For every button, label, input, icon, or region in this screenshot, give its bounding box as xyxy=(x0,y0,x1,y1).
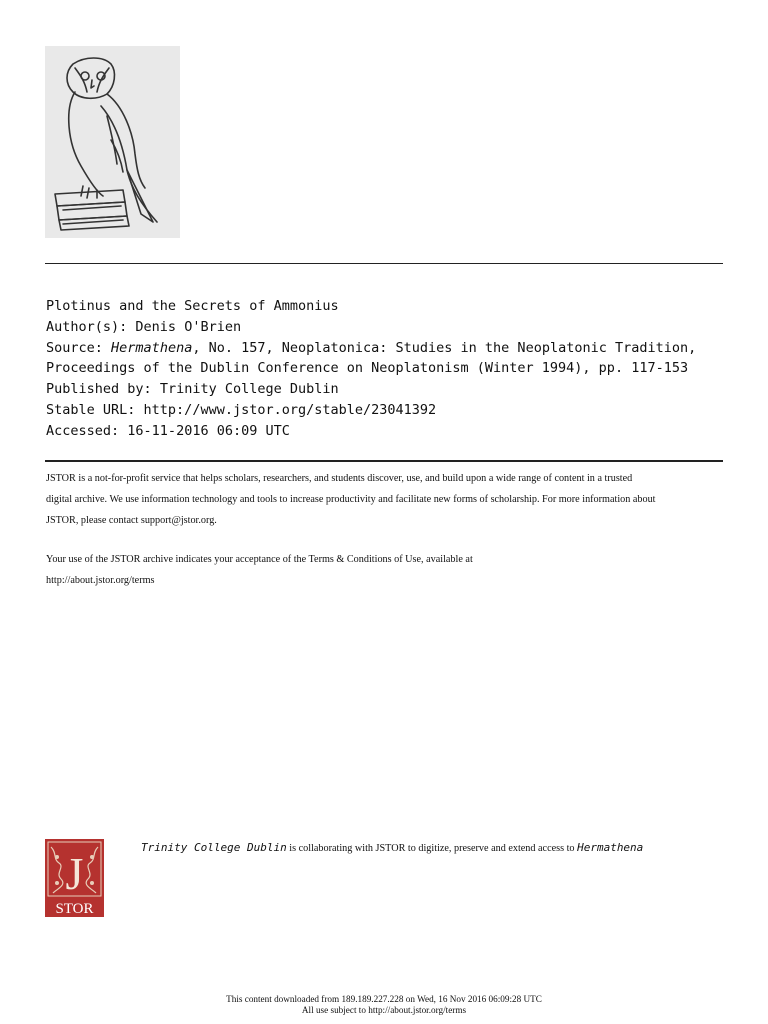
notice-line-3: JSTOR, please contact support@jstor.org. xyxy=(46,514,217,526)
accessed-line: Accessed: 16-11-2016 06:09 UTC xyxy=(46,422,290,439)
stable-url-link[interactable]: http://www.jstor.org/stable/23041392 xyxy=(143,401,437,418)
article-metadata xyxy=(46,296,736,442)
jstor-logo-wordmark: STOR xyxy=(55,901,94,917)
collab-journal-name: Hermathena xyxy=(577,841,644,854)
source-line-2: Proceedings of the Dublin Conference on Neoplatonism (Winter 1994), pp. 117-153 xyxy=(46,360,689,377)
terms-line-1: Your use of the JSTOR archive indicates your acceptance of the Terms & Conditions of Use, available at xyxy=(46,554,473,566)
notice-line-2: digital archive. We use information technology and tools to increase productivity and facilitate new forms of scholarship. For more information about xyxy=(46,493,656,505)
source-line: Source: Hermathena, No. 157, Neoplatonica: Studies in the Neoplatonic Tradition, xyxy=(46,339,697,356)
publisher-line: Published by: Trinity College Dublin xyxy=(46,381,339,398)
stable-url-line: Stable URL: http://www.jstor.org/stable/23041392 xyxy=(46,401,437,418)
collaboration-statement: Trinity College Dublin is collaborating with JSTOR to digitize, preserve and extend access to Hermathena xyxy=(141,841,644,854)
terms-link[interactable]: http://about.jstor.org/terms xyxy=(46,575,155,587)
footer-line-1: This content downloaded from 189.189.227.228 on Wed, 16 Nov 2016 06:09:28 UTC xyxy=(226,994,542,1004)
article-title: Plotinus and the Secrets of Ammonius xyxy=(46,298,339,314)
jstor-notice xyxy=(46,469,726,611)
footer-line-2: All use subject to http://about.jstor.org/terms xyxy=(301,1005,467,1015)
top-divider xyxy=(45,263,723,264)
author-name: Denis O'Brien xyxy=(135,318,242,335)
middle-divider xyxy=(45,460,723,462)
author-line: Author(s): Denis O'Brien xyxy=(46,318,242,335)
jstor-logo-letter: J xyxy=(65,848,84,899)
publisher-name: Trinity College Dublin xyxy=(159,381,339,398)
accessed-date: 16-11-2016 06:09 UTC xyxy=(127,422,290,439)
download-footer xyxy=(0,994,768,1016)
jstor-logo-icon xyxy=(45,839,104,917)
owl-on-books-icon xyxy=(45,46,180,238)
notice-line-1: JSTOR is a not-for-profit service that helps scholars, researchers, and students discover, use, and build upon a wide range of content in a trusted xyxy=(46,473,633,484)
institution-name: Trinity College Dublin xyxy=(141,841,287,854)
journal-name: Hermathena xyxy=(111,339,193,356)
